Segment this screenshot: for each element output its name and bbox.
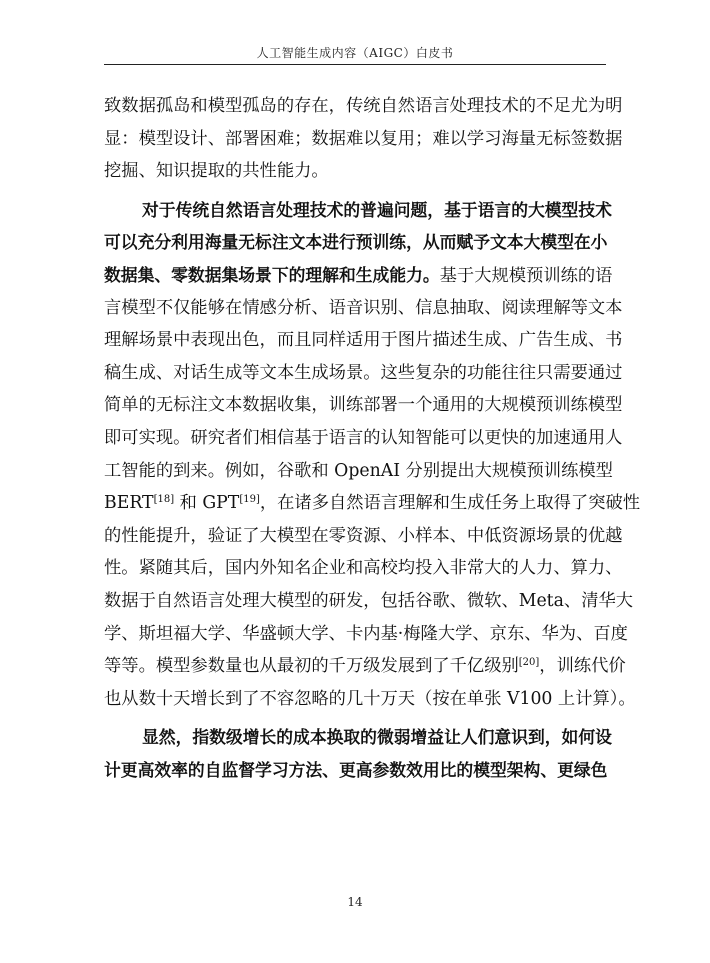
text-line-bold: 对于传统自然语言处理技术的普遍问题，基于语言的大模型技术 — [142, 199, 612, 220]
page-header-title: 人工智能生成内容（AIGC）白皮书 — [256, 46, 454, 60]
text-line: 的性能提升，验证了大模型在零资源、小样本、中低资源场景的优越 — [104, 525, 623, 546]
citation-18: [18] — [153, 494, 175, 506]
text-line: 数据于自然语言处理大模型的研发，包括谷歌、微软、Meta、清华大 — [104, 590, 634, 611]
text-line — [104, 650, 626, 683]
text-span: 基于大规模预训练的语 — [439, 265, 613, 286]
text-line: 工智能的到来。例如，谷歌和 OpenAI 分别提出大规模预训练模型 — [104, 460, 613, 481]
paragraph-1 — [104, 90, 623, 188]
text-line: 理解场景中表现出色，而且同样适用于图片描述生成、广告生成、书 — [104, 330, 623, 351]
text-line-bold: 显然，指数级增长的成本换取的微弱增益让人们意识到，如何设 — [142, 727, 612, 748]
text-line — [104, 259, 613, 292]
text-line: 挖掘、知识提取的共性能力。 — [104, 161, 329, 182]
text-span: ，在诸多自然语言理解和生成任务上取得了突破性 — [259, 493, 641, 514]
citation-19: [19] — [239, 494, 260, 506]
text-span: ，训练代价 — [539, 656, 626, 677]
text-line: 即可实现。研究者们相信基于语言的认知智能可以更快的加速通用人 — [104, 427, 623, 448]
text-line-bold: 可以充分利用海量无标注文本进行预训练，从而赋予文本大模型在小 — [104, 232, 608, 253]
bold-span: 数据集、零数据集场景下的理解和生成能力。 — [104, 264, 440, 285]
text-line: 言模型不仅能够在情感分析、语音识别、信息抽取、阅读理解等文本 — [104, 297, 623, 318]
page-body — [104, 90, 641, 786]
paragraph-2 — [104, 194, 641, 716]
citation-20: [20] — [518, 657, 540, 669]
text-line: 致数据孤岛和模型孤岛的存在，传统自然语言处理技术的不足尤为明 — [104, 96, 623, 116]
page-number: 14 — [347, 895, 363, 909]
text-line: 学、斯坦福大学、华盛顿大学、卡内基·梅隆大学、京东、华为、百度 — [104, 623, 628, 644]
text-line — [104, 487, 641, 520]
text-line-bold: 计更高效率的自监督学习方法、更高参数效用比的模型架构、更绿色 — [104, 759, 608, 780]
header-divider — [104, 64, 606, 65]
text-line: 性。紧随其后，国内外知名企业和高校均投入非常大的人力、算力、 — [104, 558, 623, 579]
text-span: 等等。模型参数量也从最初的千万级发展到了千亿级别 — [104, 656, 519, 677]
text-line: 简单的无标注文本数据收集，训练部署一个通用的大规模预训练模型 — [104, 395, 623, 416]
text-line: 显：模型设计、部署困难；数据难以复用；难以学习海量无标签数据 — [104, 128, 623, 149]
text-line: 也从数十天增长到了不容忽略的几十万天（按在单张 V100 上计算）。 — [104, 688, 636, 709]
text-line: 稿生成、对话生成等文本生成场景。这些复杂的功能往往只需要通过 — [104, 362, 623, 383]
model-name-bert: BERT — [104, 493, 154, 514]
model-name-gpt: 和 GPT — [174, 493, 240, 514]
paragraph-3 — [104, 721, 612, 786]
